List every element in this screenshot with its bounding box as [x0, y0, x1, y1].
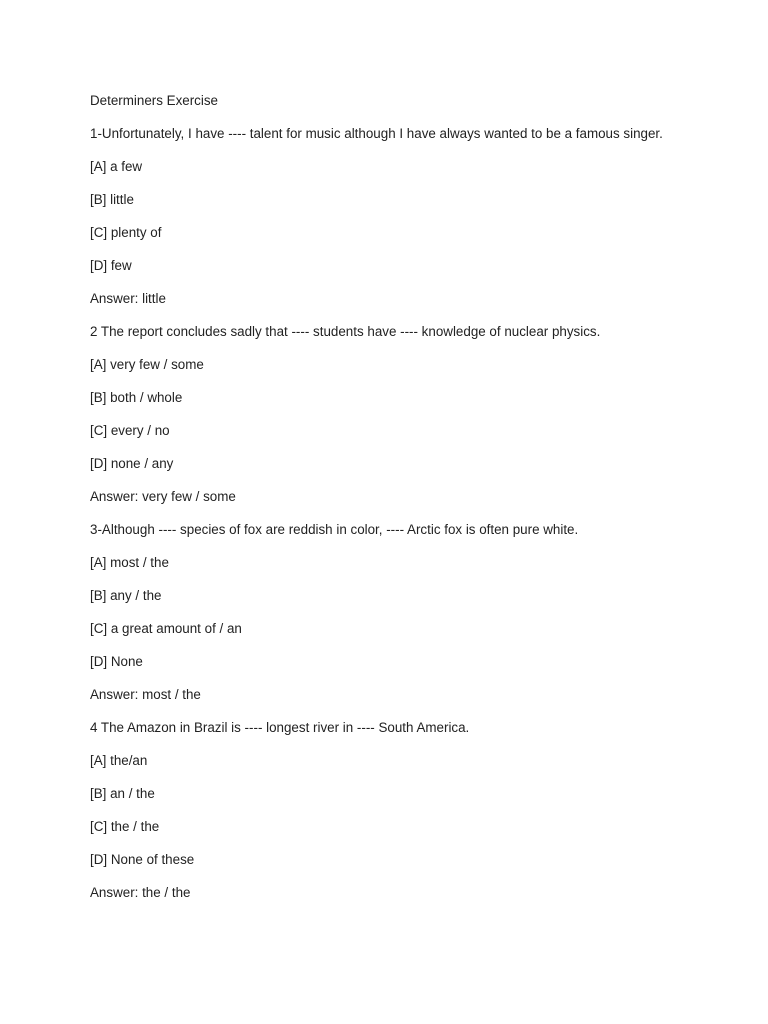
question-prompt: 3-Although ---- species of fox are reddish in color, ---- Arctic fox is often pure white.	[90, 522, 579, 537]
answer-text: Answer: little	[90, 291, 166, 306]
option-d: [D] few	[90, 258, 132, 273]
question-4	[90, 719, 750, 902]
option-b: [B] both / whole	[90, 390, 183, 405]
option-b: [B] little	[90, 192, 134, 207]
option-a: [A] very few / some	[90, 357, 204, 372]
option-d: [D] None	[90, 654, 143, 669]
question-prompt: 4 The Amazon in Brazil is ---- longest river in ---- South America.	[90, 720, 470, 735]
question-prompt: 1-Unfortunately, I have ---- talent for music although I have always wanted to be a famous singer.	[90, 126, 663, 141]
option-b: [B] any / the	[90, 588, 162, 603]
option-a: [A] most / the	[90, 555, 169, 570]
document-page	[90, 92, 750, 917]
question-3	[90, 521, 750, 704]
option-c: [C] plenty of	[90, 225, 162, 240]
option-a: [A] a few	[90, 159, 143, 174]
option-c: [C] a great amount of / an	[90, 621, 242, 636]
option-d: [D] none / any	[90, 456, 174, 471]
option-a: [A] the/an	[90, 753, 148, 768]
answer-text: Answer: most / the	[90, 687, 201, 702]
option-b: [B] an / the	[90, 786, 155, 801]
question-prompt: 2 The report concludes sadly that ---- students have ---- knowledge of nuclear physics.	[90, 324, 601, 339]
answer-text: Answer: the / the	[90, 885, 191, 900]
question-2	[90, 323, 750, 506]
document-title: Determiners Exercise	[90, 93, 218, 108]
answer-text: Answer: very few / some	[90, 489, 236, 504]
option-d: [D] None of these	[90, 852, 195, 867]
option-c: [C] the / the	[90, 819, 160, 834]
question-1	[90, 125, 750, 308]
option-c: [C] every / no	[90, 423, 170, 438]
